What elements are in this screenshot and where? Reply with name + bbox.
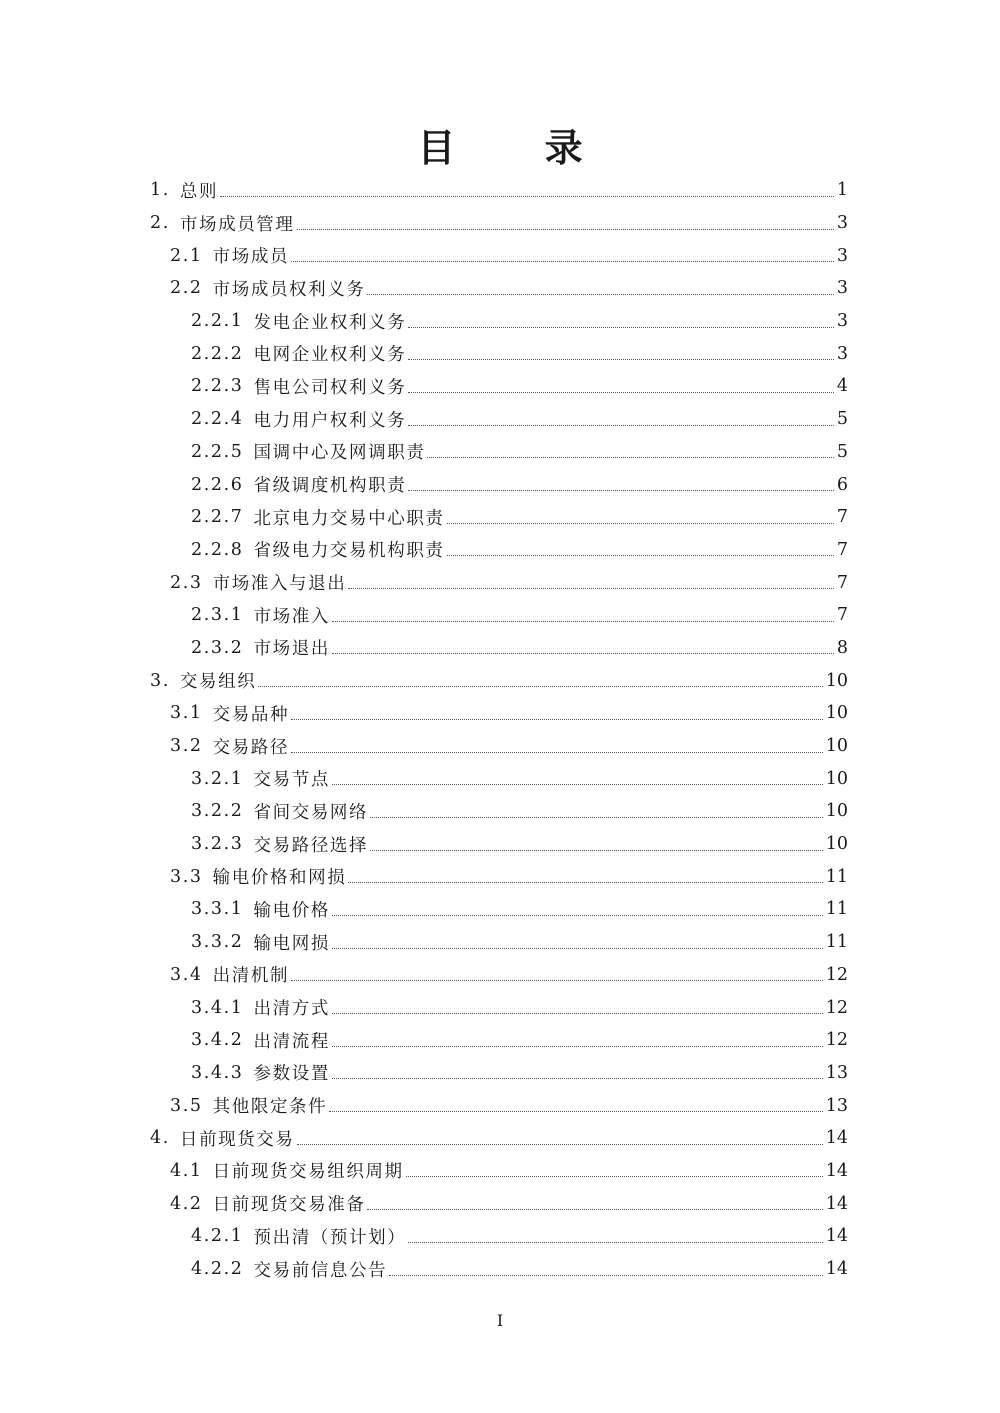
toc-entry-page: 7 — [836, 507, 848, 528]
toc-entry-number: 3.2.1 — [191, 768, 244, 789]
toc-entry[interactable] — [0, 501, 1000, 534]
dot-leader — [332, 1013, 823, 1014]
toc-entry[interactable] — [0, 534, 1000, 567]
dot-leader — [408, 490, 834, 491]
toc-entry[interactable] — [0, 926, 1000, 959]
toc-entry-page: 3 — [836, 245, 848, 266]
toc-entry-number: 3.2.2 — [191, 801, 244, 822]
toc-entry[interactable] — [0, 1024, 1000, 1057]
dot-leader — [291, 980, 823, 981]
toc-title: 目 录 — [417, 126, 621, 170]
toc-entry-number: 2.2.3 — [191, 376, 244, 397]
toc-entry-page: 14 — [825, 1128, 848, 1149]
toc-entry[interactable] — [0, 272, 1000, 305]
toc-entry-number: 2.2.4 — [191, 409, 244, 430]
toc-entry-page: 3 — [836, 311, 848, 332]
toc-entry-page: 5 — [836, 441, 848, 462]
toc-entry-number: 3.4.1 — [191, 997, 244, 1018]
toc-entry-page: 10 — [825, 834, 848, 855]
toc-entry[interactable] — [0, 860, 1000, 893]
toc-entry-title: 交易节点 — [253, 770, 330, 791]
toc-entry-title: 其他限定条件 — [212, 1097, 328, 1118]
toc-entry[interactable] — [0, 337, 1000, 370]
dot-leader — [220, 196, 834, 197]
toc-entry-title: 交易前信息公告 — [253, 1260, 388, 1281]
toc-entry-number: 2.2.5 — [191, 441, 244, 462]
toc-entry-number: 2.2.6 — [191, 474, 244, 495]
toc-entry-title: 交易路径选择 — [253, 835, 369, 856]
toc-entry-page: 10 — [825, 768, 848, 789]
toc-entry[interactable] — [0, 828, 1000, 861]
toc-entry-title: 出清流程 — [253, 1031, 330, 1052]
toc-entry-title: 市场成员 — [212, 247, 290, 268]
toc-entry-page: 7 — [836, 605, 848, 626]
dot-leader — [348, 882, 822, 883]
dot-leader — [367, 1209, 822, 1210]
dot-leader — [332, 948, 823, 949]
toc-entry[interactable] — [0, 174, 1000, 207]
toc-entry[interactable] — [0, 893, 1000, 926]
toc-entry-page: 14 — [825, 1259, 848, 1280]
toc-entry-page: 3 — [836, 343, 848, 364]
toc-entry-number: 2.3.2 — [191, 637, 244, 658]
toc-entry-page: 11 — [825, 866, 848, 887]
toc-entry-page: 12 — [825, 1030, 848, 1051]
toc-entry-title: 省间交易网络 — [253, 802, 369, 823]
dot-leader — [447, 555, 834, 556]
toc-entry-page: 5 — [836, 409, 848, 430]
dot-leader — [408, 1242, 822, 1243]
toc-entry-number: 4.2 — [170, 1193, 203, 1214]
dot-leader — [370, 850, 823, 851]
toc-entry-title: 电力用户权利义务 — [253, 410, 407, 431]
dot-leader — [332, 1078, 823, 1079]
toc-entry-title: 输电网损 — [253, 933, 330, 954]
dot-leader — [406, 1176, 823, 1177]
toc-entry-title: 交易组织 — [179, 672, 257, 693]
toc-entry-number: 3.3.1 — [191, 899, 244, 920]
toc-entry-title: 日前现货交易组织周期 — [212, 1162, 404, 1183]
toc-entry[interactable] — [0, 730, 1000, 763]
toc-entry-number: 4.2.2 — [191, 1259, 244, 1280]
toc-entry-title: 售电公司权利义务 — [253, 377, 407, 398]
toc-entry-page: 3 — [836, 278, 848, 299]
page-number: I — [496, 1311, 504, 1330]
toc-entry-number: 2.2.7 — [191, 507, 244, 528]
toc-entry[interactable] — [0, 207, 1000, 240]
toc-entry-title: 市场成员管理 — [179, 214, 295, 235]
dot-leader — [348, 588, 834, 589]
dot-leader — [332, 621, 834, 622]
toc-entry-page: 14 — [825, 1226, 848, 1247]
toc-entry-page: 12 — [825, 997, 848, 1018]
dot-leader — [297, 1144, 823, 1145]
dot-leader — [389, 1275, 822, 1276]
dot-leader — [408, 359, 834, 360]
dot-leader — [291, 752, 823, 753]
toc-entry-page: 4 — [836, 376, 848, 397]
toc-entry-number: 3.3.2 — [191, 932, 244, 953]
toc-entry[interactable] — [0, 599, 1000, 632]
toc-entry-page: 7 — [836, 539, 848, 560]
toc-entry[interactable] — [0, 370, 1000, 403]
dot-leader — [408, 392, 834, 393]
toc-entry-title: 交易路径 — [212, 737, 290, 758]
toc-entry-title: 总则 — [179, 181, 219, 202]
dot-leader — [332, 1046, 823, 1047]
toc-entry-number: 4.2.1 — [191, 1226, 244, 1247]
toc-entry[interactable] — [0, 762, 1000, 795]
toc-entry-page: 10 — [825, 801, 848, 822]
toc-entry-number: 2.3.1 — [191, 605, 244, 626]
toc-entry-title: 市场成员权利义务 — [212, 279, 366, 300]
dot-leader — [367, 294, 833, 295]
toc-entry-page: 13 — [825, 1095, 848, 1116]
toc-entry[interactable] — [0, 1122, 1000, 1155]
toc-entry-title: 出清机制 — [212, 966, 290, 987]
toc-entry-title: 国调中心及网调职责 — [253, 443, 426, 464]
toc-entry-page: 13 — [825, 1062, 848, 1083]
dot-leader — [291, 719, 823, 720]
toc-entry-number: 2.1 — [170, 245, 203, 266]
toc-entry-title: 输电价格 — [253, 900, 330, 921]
table-of-contents — [0, 174, 1000, 1285]
toc-entry-title: 市场退出 — [253, 639, 330, 660]
toc-entry-title: 交易品种 — [212, 704, 290, 725]
toc-entry-number: 2. — [150, 213, 170, 234]
toc-entry-number: 2.3 — [170, 572, 203, 593]
toc-entry-title: 出清方式 — [253, 999, 330, 1020]
toc-entry-number: 3.5 — [170, 1095, 203, 1116]
dot-leader — [408, 425, 834, 426]
toc-entry-page: 8 — [836, 637, 848, 658]
toc-entry-title: 日前现货交易准备 — [212, 1195, 366, 1216]
toc-entry-page: 3 — [836, 213, 848, 234]
toc-entry-number: 1. — [150, 180, 170, 201]
toc-entry-number: 3.4.2 — [191, 1030, 244, 1051]
toc-entry-number: 3. — [150, 670, 170, 691]
toc-entry-number: 3.1 — [170, 703, 203, 724]
toc-entry-title: 发电企业权利义务 — [253, 312, 407, 333]
toc-entry[interactable] — [0, 1089, 1000, 1122]
toc-entry-number: 2.2.1 — [191, 311, 244, 332]
toc-entry[interactable] — [0, 795, 1000, 828]
toc-entry[interactable] — [0, 1187, 1000, 1220]
dot-leader — [258, 686, 822, 687]
toc-entry[interactable] — [0, 436, 1000, 469]
toc-entry-title: 参数设置 — [253, 1064, 330, 1085]
toc-entry[interactable] — [0, 1057, 1000, 1090]
dot-leader — [408, 327, 834, 328]
toc-entry[interactable] — [0, 305, 1000, 338]
toc-entry-title: 省级调度机构职责 — [253, 476, 407, 497]
toc-entry-number: 4. — [150, 1128, 170, 1149]
toc-entry[interactable] — [0, 991, 1000, 1024]
toc-entry-title: 输电价格和网损 — [212, 868, 347, 889]
toc-entry-number: 3.4.3 — [191, 1062, 244, 1083]
toc-entry[interactable] — [0, 697, 1000, 730]
dot-leader — [332, 653, 834, 654]
toc-entry-number: 3.4 — [170, 964, 203, 985]
toc-entry-number: 4.1 — [170, 1160, 203, 1181]
toc-entry-page: 1 — [836, 180, 848, 201]
dot-leader — [370, 817, 823, 818]
toc-entry-title: 市场准入与退出 — [212, 574, 347, 595]
toc-entry[interactable] — [0, 1155, 1000, 1188]
toc-entry-number: 2.2 — [170, 278, 203, 299]
toc-entry-title: 北京电力交易中心职责 — [253, 508, 445, 529]
toc-entry[interactable] — [0, 239, 1000, 272]
toc-entry-title: 市场准入 — [253, 606, 330, 627]
toc-entry-page: 11 — [825, 932, 848, 953]
toc-entry-title: 日前现货交易 — [179, 1129, 295, 1150]
toc-entry-page: 12 — [825, 964, 848, 985]
toc-entry-number: 3.2 — [170, 736, 203, 757]
toc-entry[interactable] — [0, 632, 1000, 665]
dot-leader — [291, 261, 834, 262]
toc-entry[interactable] — [0, 566, 1000, 599]
toc-entry-page: 11 — [825, 899, 848, 920]
toc-entry-title: 电网企业权利义务 — [253, 345, 407, 366]
dot-leader — [297, 229, 834, 230]
toc-entry-page: 7 — [836, 572, 848, 593]
toc-entry[interactable] — [0, 1220, 1000, 1253]
toc-entry[interactable] — [0, 468, 1000, 501]
toc-entry-number: 3.3 — [170, 866, 203, 887]
toc-entry-number: 2.2.8 — [191, 539, 244, 560]
toc-entry-page: 6 — [836, 474, 848, 495]
dot-leader — [427, 457, 833, 458]
toc-entry-page: 10 — [825, 703, 848, 724]
toc-entry-page: 10 — [825, 736, 848, 757]
toc-entry-page: 14 — [825, 1193, 848, 1214]
toc-entry-title: 预出清（预计划） — [253, 1227, 407, 1248]
toc-entry-number: 2.2.2 — [191, 343, 244, 364]
dot-leader — [332, 784, 823, 785]
toc-entry[interactable] — [0, 403, 1000, 436]
toc-entry-page: 14 — [825, 1160, 848, 1181]
dot-leader — [447, 523, 834, 524]
toc-entry[interactable] — [0, 959, 1000, 992]
dot-leader — [329, 1111, 822, 1112]
toc-entry-title: 省级电力交易机构职责 — [253, 541, 445, 562]
toc-entry-page: 10 — [825, 670, 848, 691]
toc-entry[interactable] — [0, 664, 1000, 697]
dot-leader — [332, 915, 823, 916]
toc-entry[interactable] — [0, 1253, 1000, 1286]
toc-entry-number: 3.2.3 — [191, 834, 244, 855]
